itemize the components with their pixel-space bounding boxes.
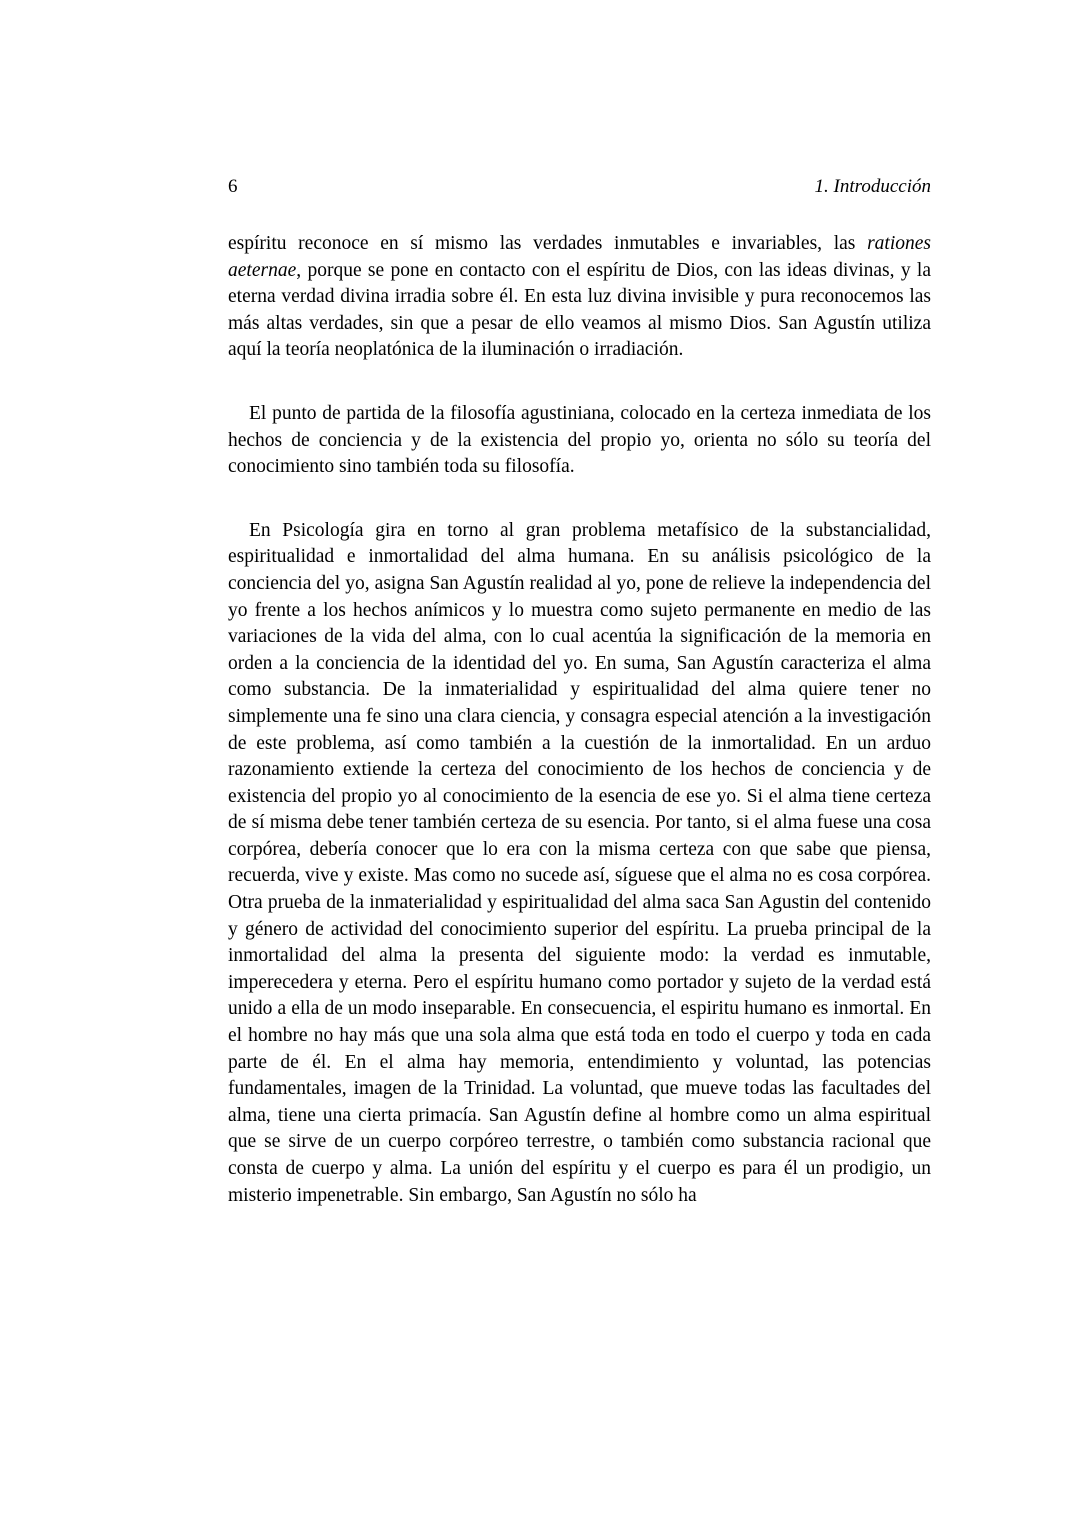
paragraph [228,231,931,364]
page-header [228,175,931,199]
page-content [228,175,931,1209]
paragraph [228,401,931,481]
body-text: El punto de partida de la filosofía agustiniana, colocado en la certeza inmediata de los hechos de conciencia y de la existencia del propio yo, orienta no sólo su teoría del conocimiento sino también toda su filosofía. [228,402,931,478]
italic-text: rationes aeternae [228,233,931,281]
running-header: 1. Introducción [814,176,931,197]
body-text: , porque se pone en contacto con el espíritu de Dios, con las ideas divinas, y la eterna verdad divina irradia sobre él. En esta luz divina invisible y pura reconocemos las más altas verdades, sin que a pesar de ello veamos al mismo Dios. San Agustín utiliza aquí la teoría neoplatónica de la iluminación o irradiación. [228,259,931,361]
body-text: En Psicología gira en torno al gran problema metafísico de la substancialidad, espiritualidad e inmortalidad del alma humana. En su análisis psicológico de la conciencia del yo, asigna San Agustín realidad al yo, pone de relieve la independencia del yo frente a los hechos anímicos y lo muestra como sujeto permanente en medio de las variaciones de la vida del alma, con lo cual acentúa la significación de la memoria en orden a la conciencia de la identidad del yo. En suma, San Agustín caracteriza el alma como substancia. De la inmaterialidad y espiritualidad del alma quiere tener no simplemente una fe sino una clara ciencia, y consagra especial atención a la investigación de este problema, así como también a la cuestión de la inmortalidad. En un arduo razonamiento extiende la certeza del conocimiento de los hechos de conciencia y de existencia del propio yo al conocimiento de la esencia de ese yo. Si el alma tiene certeza de sí misma debe tener también certeza de su esencia. Por tanto, si el alma fuese una cosa corpórea, debería conocer que lo era con la misma certeza con que sabe que piensa, recuerda, vive y existe. Mas como no sucede así, síguese que el alma no es cosa corpórea. Otra prueba de la inmaterialidad y espiritualidad del alma saca San Agustin del contenido y género de actividad del conocimiento superior del espíritu. La prueba principal de la inmortalidad del alma la presenta del siguiente modo: la verdad es inmutable, imperecedera y eterna. Pero el espíritu humano como portador y sujeto de la verdad está unido a ella de un modo inseparable. En consecuencia, el espiritu humano es inmortal. En el hombre no hay más que una sola alma que está toda en todo el cuerpo y toda en cada parte de él. En el alma hay memoria, entendimiento y voluntad, las potencias fundamentales, imagen de la Trinidad. La voluntad, que mueve todas las facultades del alma, tiene una cierta primacía. San Agustín define al hombre como un alma espiritual que se sirve de un cuerpo corpóreo terrestre, o también como substancia racional que consta de cuerpo y alma. La unión del espíritu y el cuerpo es para él un prodigio, un misterio impenetrable. Sin embargo, San Agustín no sólo ha [228,519,931,1206]
paragraph [228,518,931,1209]
page-number: 6 [228,176,238,197]
body-text: espíritu reconoce en sí mismo las verdades inmutables e invariables, las [228,233,868,254]
text-block [228,231,931,1209]
